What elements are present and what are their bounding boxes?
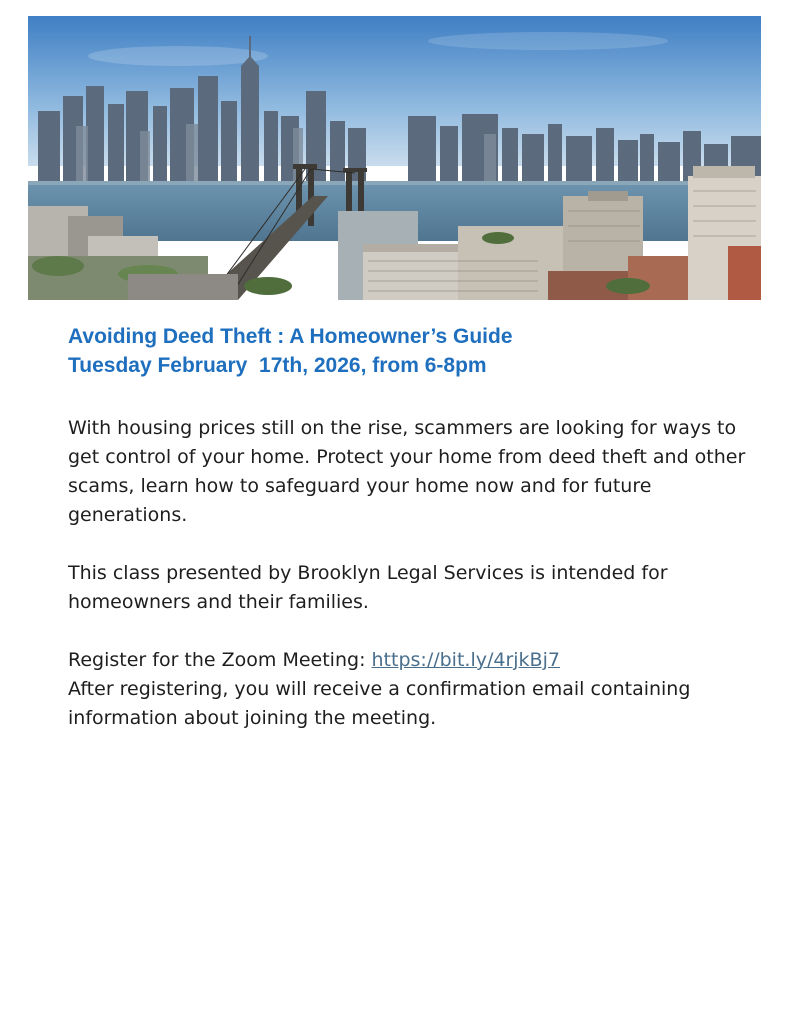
registration-link[interactable]: https://bit.ly/4rjkBj7 [371,649,560,671]
event-title: Avoiding Deed Theft : A Homeowner’s Guide [68,325,513,348]
event-datetime: Tuesday February 17th, 2026, from 6-8pm [68,354,487,377]
city-skyline-illustration [28,16,761,300]
hero-image [28,16,761,300]
presenter-paragraph: This class presented by Brooklyn Legal Services is intended for homeowners and their families. [68,562,668,613]
register-prefix: Register for the Zoom Meeting: [68,649,372,671]
registration-paragraph [68,646,748,675]
description-paragraph: With housing prices still on the rise, scammers are looking for ways to get control of your home. Protect your home from deed theft and other scams, learn how to safeguard your home now and for future generations. [68,417,746,526]
event-flyer-content [68,322,748,733]
confirmation-paragraph: After registering, you will receive a confirmation email containing information about joining the meeting. [68,678,691,729]
